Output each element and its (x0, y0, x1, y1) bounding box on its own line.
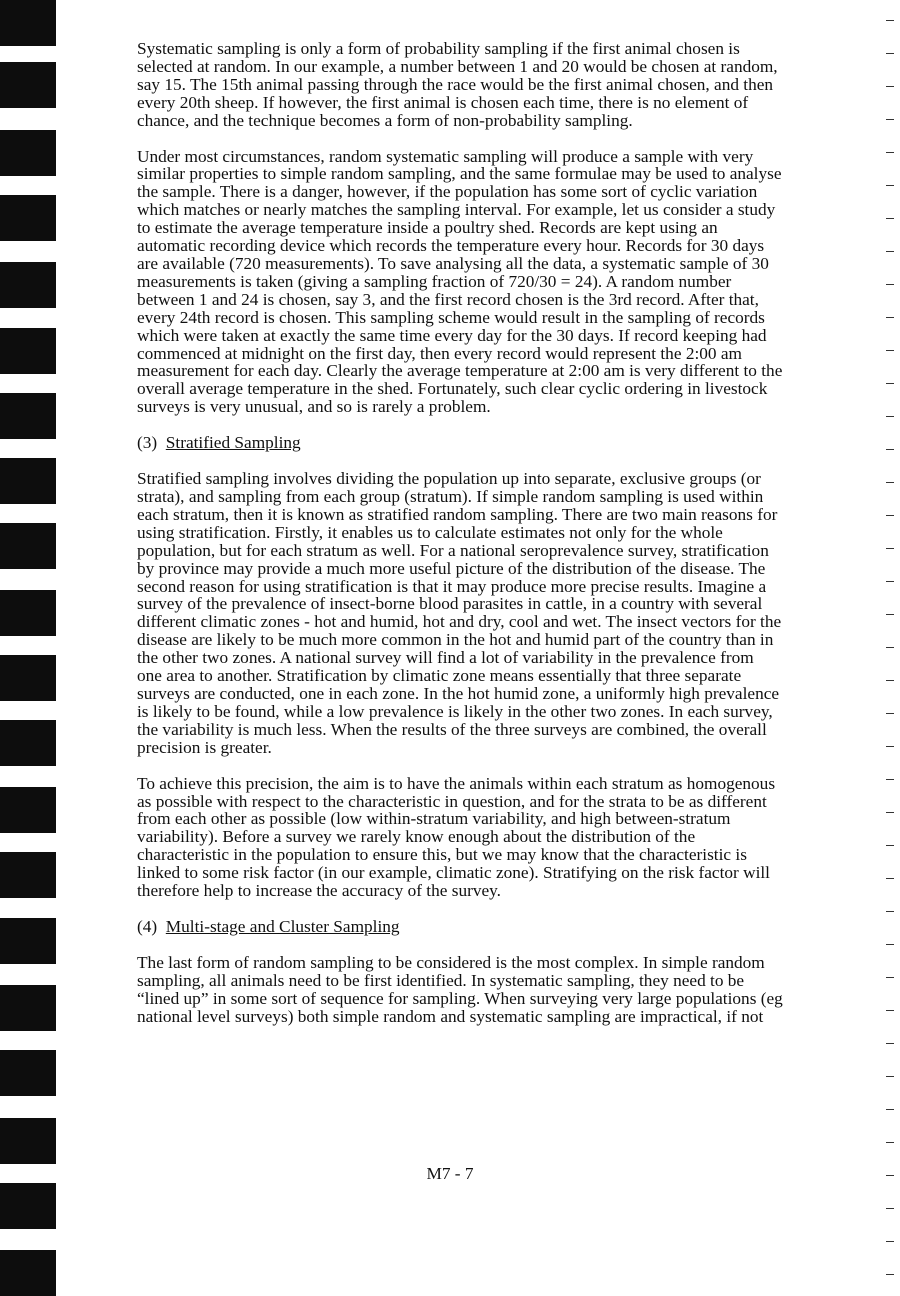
edge-mark (886, 152, 894, 153)
binding-edge (0, 0, 60, 1279)
binding-block (0, 328, 56, 374)
edge-mark (886, 548, 894, 549)
text-line: between 1 and 24 is chosen, say 3, and the first record chosen is the 3rd record. After that, (137, 289, 759, 309)
text-line: using stratification. Firstly, it enables us to calculate estimates not only for the whole (137, 522, 723, 542)
edge-mark (886, 185, 894, 186)
text-line: to estimate the average temperature inside a poultry shed. Records are kept using an (137, 218, 718, 238)
edge-mark (886, 383, 894, 384)
text-line: national level surveys) both simple random and systematic sampling are impractical, if not (137, 1006, 764, 1026)
binding-block (0, 393, 56, 439)
edge-mark (886, 1142, 894, 1143)
edge-mark (886, 911, 894, 912)
binding-block (0, 720, 56, 766)
edge-mark (886, 515, 894, 516)
text-line: second reason for using stratification is that it may produce more precise results. Imagine a (137, 576, 767, 596)
section-heading-multistage (137, 918, 877, 936)
text-line: surveys are conducted, one in each zone. In the hot humid zone, a uniformly high prevalence (137, 684, 780, 703)
section-title: Stratified Sampling (165, 433, 301, 453)
section-title: Multi-stage and Cluster Sampling (165, 916, 400, 936)
binding-block (0, 62, 56, 108)
edge-mark (886, 1043, 894, 1044)
binding-block (0, 1118, 56, 1164)
edge-mark (886, 746, 894, 747)
text-line: every 24th record is chosen. This sampling scheme would result in the sampling of records (137, 307, 765, 327)
binding-block (0, 195, 56, 241)
text-line: one area to another. Stratification by climatic zone means essentially that three separate (137, 666, 742, 686)
binding-block (0, 1183, 56, 1229)
document-page (137, 40, 877, 1044)
edge-mark (886, 317, 894, 318)
edge-mark (886, 581, 894, 582)
text-line: Systematic sampling is only a form of probability sampling if the first animal chosen is (137, 39, 740, 58)
edge-mark (886, 680, 894, 681)
text-line: linked to some risk factor (in our example, climatic zone). Stratifying on the risk factor will (137, 863, 770, 883)
edge-mark (886, 449, 894, 450)
edge-mark (886, 779, 894, 780)
edge-mark (886, 1208, 894, 1209)
text-line: sampling, all animals need to be first identified. In systematic sampling, they need to be (137, 970, 745, 990)
text-line: disease are likely to be much more common in the hot and humid part of the country than in (137, 630, 774, 650)
text-line: selected at random. In our example, a number between 1 and 20 would be chosen at random, (137, 56, 778, 76)
binding-block (0, 523, 56, 569)
binding-block (0, 1250, 56, 1296)
text-line: the variability is much less. When the results of the three surveys are combined, the overall (137, 719, 767, 739)
text-line: every 20th sheep. If however, the first animal is chosen each time, there is no element of (137, 92, 749, 112)
edge-mark (886, 647, 894, 648)
binding-block (0, 787, 56, 833)
edge-mark (886, 1274, 894, 1275)
text-line: The last form of random sampling to be considered is the most complex. In simple random (137, 952, 765, 972)
edge-mark (886, 878, 894, 879)
edge-mark (886, 119, 894, 120)
text-line: the other two zones. A national survey will find a lot of variability in the prevalence from (137, 648, 754, 668)
edge-mark (886, 53, 894, 54)
text-line: measurement for each day. Clearly the average temperature at 2:00 am is very different to the (137, 361, 783, 381)
edge-mark (886, 713, 894, 714)
text-line: “lined up” in some sort of sequence for sampling. When surveying very large populations (eg (137, 988, 783, 1008)
text-line: which were taken at exactly the same time every day for the 30 days. If record keeping had (137, 325, 767, 345)
text-line: chance, and the technique becomes a form of non-probability sampling. (137, 110, 633, 130)
edge-mark (886, 1241, 894, 1242)
scan-edge-marks (874, 0, 900, 1279)
binding-block (0, 655, 56, 701)
text-line: measurements is taken (giving a sampling fraction of 720/30 = 24). A random number (137, 271, 732, 291)
edge-mark (886, 20, 894, 21)
text-line: characteristic in the population to ensure this, but we may know that the characteristic is (137, 845, 747, 865)
edge-mark (886, 614, 894, 615)
section-number: (4) (137, 916, 158, 936)
binding-block (0, 918, 56, 964)
text-line: by province may provide a much more useful picture of the distribution of the disease. The (137, 558, 766, 578)
text-line: the sample. There is a danger, however, if the population has some sort of cyclic variation (137, 182, 758, 202)
text-line: which matches or nearly matches the sampling interval. For example, let us consider a study (137, 200, 776, 220)
paragraph-systematic-random (137, 40, 877, 130)
edge-mark (886, 251, 894, 252)
edge-mark (886, 944, 894, 945)
text-line: overall average temperature in the shed. Fortunately, such clear cyclic ordering in livestock (137, 379, 768, 399)
text-line: strata), and sampling from each group (stratum). If simple random sampling is used within (137, 487, 764, 507)
binding-block (0, 458, 56, 504)
edge-mark (886, 977, 894, 978)
edge-mark (886, 284, 894, 285)
edge-mark (886, 845, 894, 846)
text-line: different climatic zones - hot and humid, hot and dry, cool and wet. The insect vectors for the (137, 612, 782, 632)
text-line: survey of the prevalence of insect-borne blood parasites in cattle, in a country with several (137, 594, 763, 614)
binding-block (0, 985, 56, 1031)
binding-block (0, 0, 56, 46)
edge-mark (886, 1010, 894, 1011)
text-line: say 15. The 15th animal passing through the race would be the first animal chosen, and then (137, 74, 774, 94)
text-line: Stratified sampling involves dividing the population up into separate, exclusive groups (or (137, 469, 761, 489)
text-line: To achieve this precision, the aim is to have the animals within each stratum as homogenous (137, 773, 776, 793)
edge-mark (886, 482, 894, 483)
edge-mark (886, 86, 894, 87)
binding-block (0, 130, 56, 176)
paragraph-stratified-definition (137, 470, 877, 757)
text-line: precision is greater. (137, 737, 272, 757)
edge-mark (886, 1109, 894, 1110)
text-line: are available (720 measurements). To save analysing all the data, a systematic sample of 30 (137, 253, 769, 273)
edge-mark (886, 812, 894, 813)
text-line: as possible with respect to the characteristic in question, and for the strata to be as different (137, 791, 767, 811)
text-line: surveys is very unusual, and so is rarely a problem. (137, 397, 491, 417)
edge-mark (886, 1076, 894, 1077)
text-line: Under most circumstances, random systematic sampling will produce a sample with very (137, 146, 754, 166)
edge-mark (886, 218, 894, 219)
section-heading-stratified (137, 434, 877, 452)
text-line: therefore help to increase the accuracy of the survey. (137, 881, 501, 901)
text-line: is likely to be found, while a low prevalence is likely in the other two zones. In each survey, (137, 701, 773, 721)
binding-block (0, 852, 56, 898)
paragraph-multistage-intro (137, 954, 877, 1026)
binding-block (0, 590, 56, 636)
binding-block (0, 262, 56, 308)
text-line: population, but for each stratum as well. For a national seroprevalence survey, stratification (137, 540, 769, 560)
text-line: variability). Before a survey we rarely know enough about the distribution of the (137, 827, 696, 847)
text-line: from each other as possible (low within-stratum variability, and high between-stratum (137, 809, 731, 829)
edge-mark (886, 416, 894, 417)
binding-block (0, 1050, 56, 1096)
text-line: commenced at midnight on the first day, then every record would represent the 2:00 am (137, 343, 742, 363)
section-number: (3) (137, 433, 158, 453)
edge-mark (886, 350, 894, 351)
text-line: each stratum, then it is known as stratified random sampling. There are two main reasons for (137, 504, 778, 524)
paragraph-cyclic-variation (137, 148, 877, 417)
paragraph-stratified-precision (137, 775, 877, 900)
text-line: automatic recording device which records the temperature every hour. Records for 30 days (137, 236, 765, 256)
text-line: similar properties to simple random sampling, and the same formulae may be used to analyse (137, 164, 782, 184)
page-number: M7 - 7 (426, 1164, 474, 1183)
